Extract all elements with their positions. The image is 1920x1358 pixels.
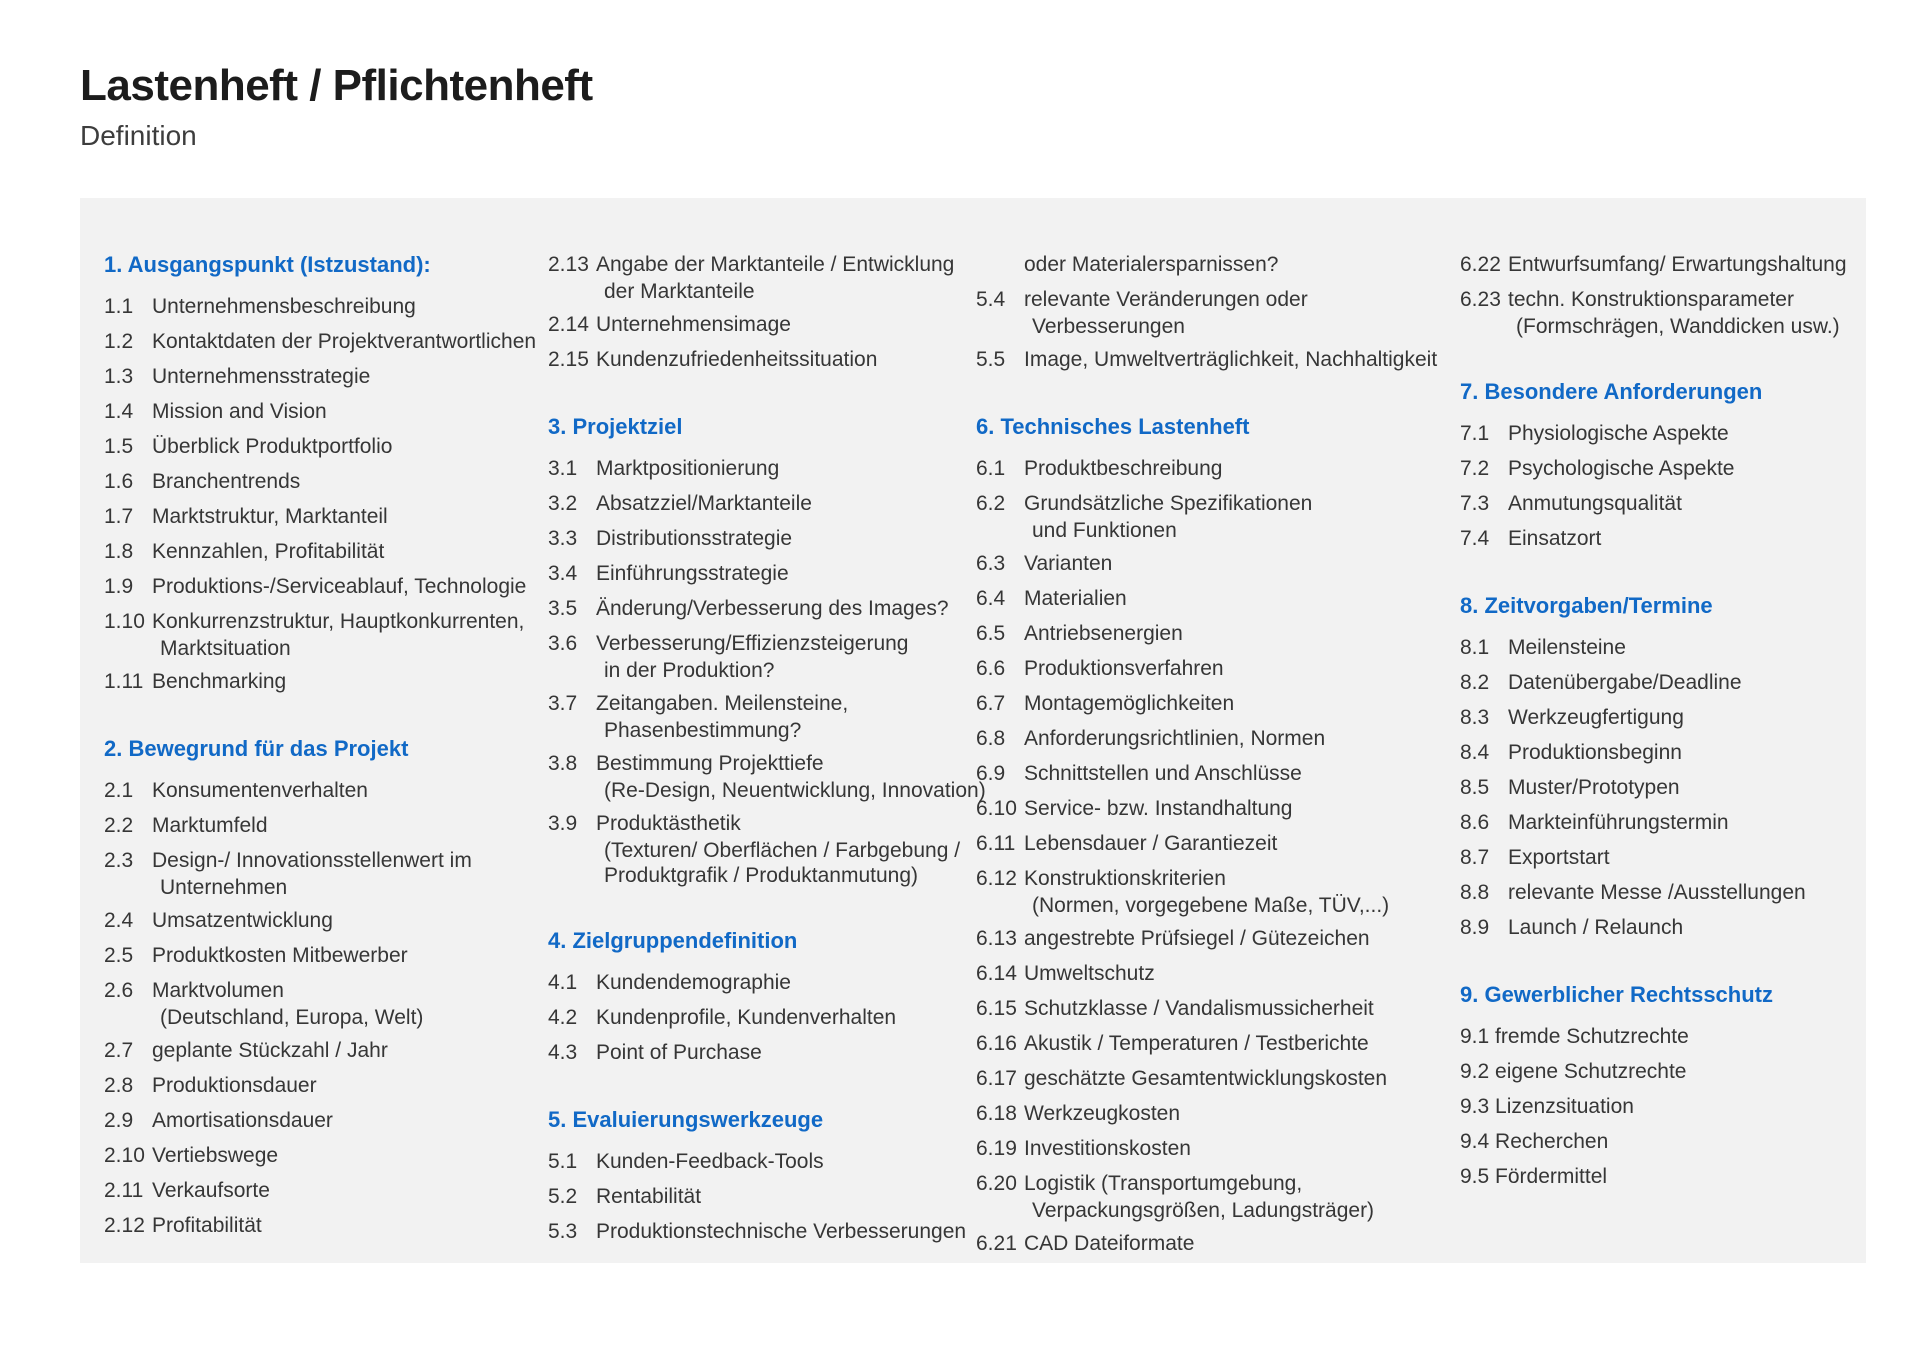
- item-number: 2.15: [548, 348, 589, 371]
- item-number: 5.4: [976, 288, 1006, 311]
- item-text: Akustik / Temperaturen / Testberichte: [1024, 1032, 1369, 1055]
- section-heading: 6. Technisches Lastenheft: [976, 414, 1250, 439]
- item-number: 1.8: [104, 540, 134, 563]
- item-text: Kundendemographie: [596, 971, 791, 994]
- item-text: Angabe der Marktanteile / Entwicklung der Marktanteile: [596, 253, 955, 303]
- list-item: [1460, 668, 1860, 697]
- list-item: [548, 1182, 993, 1211]
- section-heading: 5. Evaluierungswerkzeuge: [548, 1107, 824, 1132]
- item-text: Konstruktionskriterien (Normen, vorgegebene Maße, TÜV,...): [1024, 867, 1390, 917]
- item-number: 4.2: [548, 1006, 578, 1029]
- item-text: Design-/ Innovationsstellenwert im Unternehmen: [152, 849, 472, 899]
- item-number: 2.10: [104, 1144, 145, 1167]
- item-number: 3.5: [548, 597, 578, 620]
- list-item: [104, 846, 554, 900]
- list-item: [976, 1169, 1441, 1223]
- content-panel: [80, 198, 1866, 1263]
- item-number: 6.2: [976, 492, 1006, 515]
- item-number: 8.8: [1460, 881, 1490, 904]
- list-item: [1460, 250, 1860, 279]
- list-item: [976, 619, 1441, 648]
- item-text: Vertiebswege: [152, 1144, 279, 1167]
- list-item: [976, 829, 1441, 858]
- list-item: [548, 594, 993, 623]
- list-item: [1460, 843, 1860, 872]
- item-number: 6.18: [976, 1102, 1017, 1125]
- list-item: [976, 959, 1441, 988]
- item-text: Service- bzw. Instandhaltung: [1024, 797, 1293, 820]
- item-number: 8.9: [1460, 916, 1490, 939]
- list-item: [1460, 738, 1860, 767]
- list-item: [976, 549, 1441, 578]
- item-number: 6.5: [976, 622, 1006, 645]
- list-item: [976, 924, 1441, 953]
- list-item: [104, 1071, 554, 1100]
- list-item: [1460, 285, 1860, 339]
- list-item: [548, 1147, 993, 1176]
- list-item: [548, 310, 993, 339]
- item-number: 3.6: [548, 632, 578, 655]
- item-text: Benchmarking: [152, 670, 287, 693]
- item-number: 1.11: [104, 670, 144, 693]
- item-text: Image, Umweltverträglichkeit, Nachhaltigkeit: [1024, 348, 1438, 371]
- list-item: [104, 1211, 554, 1240]
- item-text: Kennzahlen, Profitabilität: [152, 540, 385, 563]
- item-text: Montagemöglichkeiten: [1024, 692, 1235, 715]
- item-number: 6.19: [976, 1137, 1017, 1160]
- item-text: Kundenprofile, Kundenverhalten: [596, 1006, 897, 1029]
- item-text: Lebensdauer / Garantiezeit: [1024, 832, 1278, 855]
- list-item: [104, 467, 554, 496]
- outline-column-4: [1460, 250, 1860, 1197]
- list-item: [1460, 913, 1860, 942]
- item-number: 5.2: [548, 1185, 578, 1208]
- list-item: [976, 1099, 1441, 1128]
- list-item: [1460, 703, 1860, 732]
- item-text: Datenübergabe/Deadline: [1508, 671, 1742, 694]
- section-heading: 3. Projektziel: [548, 414, 683, 439]
- item-number: 1.2: [104, 330, 134, 353]
- item-text: Schutzklasse / Vandalismussicherheit: [1024, 997, 1374, 1020]
- item-number: 6.22: [1460, 253, 1501, 276]
- item-text: CAD Dateiformate: [1024, 1232, 1195, 1255]
- list-item: [1460, 454, 1860, 483]
- list-item: 9.5 Fördermittel: [1460, 1165, 1608, 1188]
- list-item: [104, 941, 554, 970]
- item-text: Unternehmensstrategie: [152, 365, 371, 388]
- item-number: 3.4: [548, 562, 578, 585]
- item-number: 2.5: [104, 944, 134, 967]
- item-text: Marktumfeld: [152, 814, 268, 837]
- item-number: 5.5: [976, 348, 1006, 371]
- list-item: [104, 776, 554, 805]
- outline-column-2: [548, 250, 993, 1252]
- list-item: [548, 250, 993, 304]
- item-number: 1.3: [104, 365, 134, 388]
- item-text: angestrebte Prüfsiegel / Gütezeichen: [1024, 927, 1370, 950]
- item-number: 2.4: [104, 909, 134, 932]
- item-number: 6.7: [976, 692, 1006, 715]
- list-item: [976, 489, 1441, 543]
- item-number: 1.9: [104, 575, 134, 598]
- item-number: 3.1: [548, 457, 578, 480]
- item-number: 1.1: [104, 295, 134, 318]
- item-text: Grundsätzliche Spezifikationen und Funktionen: [1024, 492, 1313, 542]
- item-number: 8.3: [1460, 706, 1490, 729]
- item-text: Produktions-/Serviceablauf, Technologie: [152, 575, 527, 598]
- list-item: [1460, 808, 1860, 837]
- item-text: Marktvolumen (Deutschland, Europa, Welt): [152, 979, 424, 1029]
- item-number: 1.10: [104, 610, 145, 633]
- list-item: [976, 654, 1441, 683]
- item-number: 1.7: [104, 505, 134, 528]
- list-item: [104, 607, 554, 661]
- item-number: 3.9: [548, 812, 578, 835]
- item-text: Unternehmensbeschreibung: [152, 295, 416, 318]
- item-number: 2.2: [104, 814, 134, 837]
- item-number: 8.4: [1460, 741, 1490, 764]
- item-text: Produktkosten Mitbewerber: [152, 944, 408, 967]
- item-text: Produktbeschreibung: [1024, 457, 1223, 480]
- item-number: 8.6: [1460, 811, 1490, 834]
- list-item: [548, 524, 993, 553]
- list-item: [104, 1036, 554, 1065]
- list-item: [104, 502, 554, 531]
- item-text: Physiologische Aspekte: [1508, 422, 1729, 445]
- item-number: 7.3: [1460, 492, 1490, 515]
- list-item: [976, 1134, 1441, 1163]
- item-text: Überblick Produktportfolio: [152, 435, 393, 458]
- item-text: Muster/Prototypen: [1508, 776, 1680, 799]
- item-number: 3.3: [548, 527, 578, 550]
- list-item: [104, 537, 554, 566]
- item-text: Marktpositionierung: [596, 457, 780, 480]
- item-number: 5.1: [548, 1150, 578, 1173]
- item-number: 2.3: [104, 849, 134, 872]
- list-item: [976, 454, 1441, 483]
- item-number: 7.2: [1460, 457, 1490, 480]
- item-number: 6.1: [976, 457, 1006, 480]
- item-text: Mission and Vision: [152, 400, 327, 423]
- list-item: [976, 584, 1441, 613]
- item-number: 3.2: [548, 492, 578, 515]
- item-text: Kontaktdaten der Projektverantwortlichen: [152, 330, 537, 353]
- item-text: geschätzte Gesamtentwicklungskosten: [1024, 1067, 1388, 1090]
- list-item: [976, 759, 1441, 788]
- item-number: 8.1: [1460, 636, 1490, 659]
- list-item: [548, 1003, 993, 1032]
- item-number: 7.1: [1460, 422, 1490, 445]
- item-number: 5.3: [548, 1220, 578, 1243]
- item-number: 8.2: [1460, 671, 1490, 694]
- item-text: Konkurrenzstruktur, Hauptkonkurrenten, Marktsituation: [152, 610, 525, 660]
- list-item: [976, 345, 1441, 374]
- list-item: [976, 1064, 1441, 1093]
- item-text: relevante Veränderungen oder Verbesserungen: [1024, 288, 1308, 338]
- item-number: 6.17: [976, 1067, 1017, 1090]
- item-number: 2.12: [104, 1214, 145, 1237]
- item-number: 2.7: [104, 1039, 134, 1062]
- list-item: [976, 724, 1441, 753]
- list-item: [104, 1176, 554, 1205]
- section-heading: 8. Zeitvorgaben/Termine: [1460, 593, 1713, 618]
- list-item: [548, 1217, 993, 1246]
- list-item: 9.1 fremde Schutzrechte: [1460, 1025, 1689, 1048]
- item-text: Anmutungsqualität: [1508, 492, 1682, 515]
- item-text: Profitabilität: [152, 1214, 262, 1237]
- item-text: Rentabilität: [596, 1185, 702, 1208]
- item-text: Zeitangaben. Meilensteine, Phasenbestimmung?: [596, 692, 849, 742]
- item-number: 6.15: [976, 997, 1017, 1020]
- item-text: relevante Messe /Ausstellungen: [1508, 881, 1806, 904]
- list-item: [976, 1229, 1441, 1258]
- item-text: Point of Purchase: [596, 1041, 762, 1064]
- item-text: Branchentrends: [152, 470, 301, 493]
- item-text: Absatzziel/Marktanteile: [596, 492, 812, 515]
- item-text: Konsumentenverhalten: [152, 779, 368, 802]
- list-item: 9.4 Recherchen: [1460, 1130, 1609, 1153]
- item-number: 4.3: [548, 1041, 578, 1064]
- list-item: [104, 811, 554, 840]
- list-item: [104, 572, 554, 601]
- item-text: Produktionstechnische Verbesserungen: [596, 1220, 967, 1243]
- list-item: [104, 1106, 554, 1135]
- item-number: 6.20: [976, 1172, 1017, 1195]
- item-number: 1.4: [104, 400, 134, 423]
- item-text: Schnittstellen und Anschlüsse: [1024, 762, 1302, 785]
- list-item: [976, 689, 1441, 718]
- item-number: 6.23: [1460, 288, 1501, 311]
- item-text: Kunden-Feedback-Tools: [596, 1150, 824, 1173]
- item-text: Verkaufsorte: [152, 1179, 270, 1202]
- item-text: Einführungsstrategie: [596, 562, 789, 585]
- item-number: 6.6: [976, 657, 1006, 680]
- list-item: [1460, 773, 1860, 802]
- list-item: [548, 809, 993, 888]
- list-item: [976, 250, 1441, 279]
- item-number: 2.11: [104, 1179, 144, 1202]
- item-text: Kundenzufriedenheitssituation: [596, 348, 878, 371]
- list-item: [548, 1038, 993, 1067]
- list-item: [548, 489, 993, 518]
- item-number: 6.3: [976, 552, 1006, 575]
- item-text: Materialien: [1024, 587, 1127, 610]
- list-item: [548, 968, 993, 997]
- item-text: Änderung/Verbesserung des Images?: [596, 597, 949, 620]
- item-number: 6.13: [976, 927, 1017, 950]
- item-text: Produktionsdauer: [152, 1074, 317, 1097]
- item-text: techn. Konstruktionsparameter (Formschrägen, Wanddicken usw.): [1508, 288, 1840, 338]
- list-item: [104, 362, 554, 391]
- document-header: [80, 62, 593, 152]
- item-text: Anforderungsrichtlinien, Normen: [1024, 727, 1326, 750]
- item-number: 6.14: [976, 962, 1017, 985]
- item-text: Bestimmung Projekttiefe (Re-Design, Neuentwicklung, Innovation): [596, 752, 986, 802]
- page-title: Lastenheft / Pflichtenheft: [80, 61, 593, 110]
- list-item: [976, 1029, 1441, 1058]
- item-text: Verbesserung/Effizienzsteigerung in der Produktion?: [596, 632, 909, 682]
- item-text: Werkzeugkosten: [1024, 1102, 1181, 1125]
- list-item: [1460, 878, 1860, 907]
- list-item: 9.2 eigene Schutzrechte: [1460, 1060, 1687, 1083]
- list-item: [104, 432, 554, 461]
- list-item: [104, 667, 554, 696]
- item-text: Launch / Relaunch: [1508, 916, 1684, 939]
- item-number: 2.9: [104, 1109, 134, 1132]
- item-number: 3.8: [548, 752, 578, 775]
- item-text: Einsatzort: [1508, 527, 1602, 550]
- item-number: 6.12: [976, 867, 1017, 890]
- list-item: [548, 454, 993, 483]
- list-item: [976, 285, 1441, 339]
- list-item: 9.3 Lizenzsituation: [1460, 1095, 1634, 1118]
- item-number: 6.10: [976, 797, 1017, 820]
- outline-column-1: [104, 250, 554, 1246]
- list-item: [104, 292, 554, 321]
- item-text: Psychologische Aspekte: [1508, 457, 1735, 480]
- section-heading: 2. Bewegrund für das Projekt: [104, 736, 409, 761]
- item-number: 6.4: [976, 587, 1006, 610]
- item-text: Entwurfsumfang/ Erwartungshaltung: [1508, 253, 1847, 276]
- item-number: 8.5: [1460, 776, 1490, 799]
- item-number: 6.8: [976, 727, 1006, 750]
- item-text: Markteinführungstermin: [1508, 811, 1729, 834]
- list-item: [976, 794, 1441, 823]
- item-text: oder Materialersparnissen?: [1024, 253, 1279, 276]
- list-item: [104, 906, 554, 935]
- list-item: [548, 689, 993, 743]
- item-number: 1.6: [104, 470, 134, 493]
- item-text: Unternehmensimage: [596, 313, 791, 336]
- item-text: Werkzeugfertigung: [1508, 706, 1684, 729]
- item-number: 2.14: [548, 313, 589, 336]
- item-text: Produktionsverfahren: [1024, 657, 1224, 680]
- item-number: 6.16: [976, 1032, 1017, 1055]
- item-number: 2.8: [104, 1074, 134, 1097]
- outline-column-3: [976, 250, 1441, 1264]
- item-text: Marktstruktur, Marktanteil: [152, 505, 388, 528]
- item-text: Antriebsenergien: [1024, 622, 1183, 645]
- item-number: 6.21: [976, 1232, 1017, 1255]
- item-text: Produktästhetik (Texturen/ Oberflächen / Farbgebung / Produktgrafik / Produktanmutung): [596, 812, 961, 887]
- item-text: Produktionsbeginn: [1508, 741, 1682, 764]
- list-item: [976, 864, 1441, 918]
- section-heading: 1. Ausgangspunkt (Istzustand):: [104, 252, 431, 277]
- list-item: [104, 976, 554, 1030]
- item-number: 8.7: [1460, 846, 1490, 869]
- list-item: [976, 994, 1441, 1023]
- list-item: [548, 559, 993, 588]
- section-heading: 7. Besondere Anforderungen: [1460, 379, 1763, 404]
- list-item: [1460, 419, 1860, 448]
- item-number: 1.5: [104, 435, 134, 458]
- item-number: 2.6: [104, 979, 134, 1002]
- item-text: Amortisationsdauer: [152, 1109, 333, 1132]
- item-text: Varianten: [1024, 552, 1113, 575]
- item-text: geplante Stückzahl / Jahr: [152, 1039, 388, 1062]
- page-subtitle: Definition: [80, 120, 197, 152]
- list-item: [548, 629, 993, 683]
- list-item: [104, 1141, 554, 1170]
- list-item: [548, 749, 993, 803]
- section-heading: 9. Gewerblicher Rechtsschutz: [1460, 982, 1773, 1007]
- list-item: [548, 345, 993, 374]
- list-item: [1460, 489, 1860, 518]
- item-text: Logistik (Transportumgebung, Verpackungsgrößen, Ladungsträger): [1024, 1172, 1375, 1222]
- item-text: Investitionskosten: [1024, 1137, 1191, 1160]
- item-text: Umsatzentwicklung: [152, 909, 333, 932]
- item-number: 2.1: [104, 779, 134, 802]
- item-number: 2.13: [548, 253, 589, 276]
- item-text: Umweltschutz: [1024, 962, 1155, 985]
- item-text: Exportstart: [1508, 846, 1610, 869]
- item-text: Distributionsstrategie: [596, 527, 793, 550]
- item-number: 4.1: [548, 971, 578, 994]
- list-item: [104, 327, 554, 356]
- section-heading: 4. Zielgruppendefinition: [548, 928, 798, 953]
- item-number: 6.9: [976, 762, 1006, 785]
- list-item: [1460, 524, 1860, 553]
- item-number: [976, 250, 1024, 279]
- item-number: 3.7: [548, 692, 578, 715]
- list-item: [1460, 633, 1860, 662]
- list-item: [104, 397, 554, 426]
- item-text: Meilensteine: [1508, 636, 1626, 659]
- item-number: 6.11: [976, 832, 1016, 855]
- item-number: 7.4: [1460, 527, 1490, 550]
